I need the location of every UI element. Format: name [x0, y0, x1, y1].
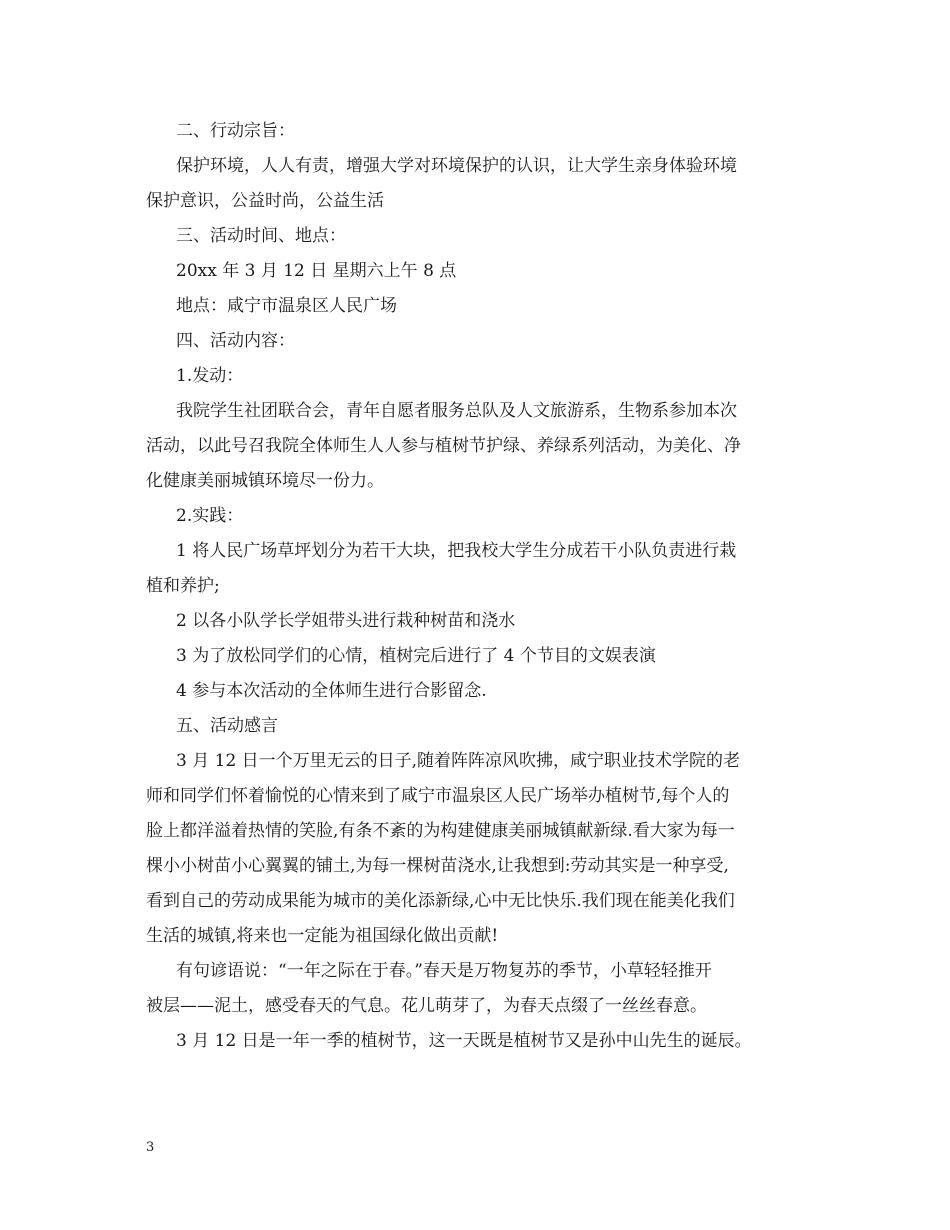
text-line: 2.实践：	[176, 506, 244, 526]
text-line: 4 参与本次活动的全体师生进行合影留念.	[176, 681, 487, 701]
text-line: 二、行动宗旨：	[176, 121, 295, 141]
text-line: 活动，以此号召我院全体师生人人参与植树节护绿、养绿系列活动，为美化、净	[146, 436, 741, 456]
text-line: 看到自己的劳动成果能为城市的美化添新绿,心中无比快乐.我们现在能美化我们	[146, 891, 735, 911]
text-line: 保护意识，公益时尚，公益生活	[146, 191, 384, 211]
page-number: 3	[146, 1140, 155, 1155]
text-line: 生活的城镇,将来也一定能为祖国绿化做出贡献!	[146, 926, 499, 946]
text-line: 3 月 12 日是一年一季的植树节，这一天既是植树节又是孙中山先生的诞辰。	[176, 1031, 752, 1051]
text-line: 三、活动时间、地点：	[176, 226, 346, 246]
text-line: 2 以各小队学长学姐带头进行栽种树苗和浇水	[176, 611, 516, 631]
text-line: 我院学生社团联合会，青年自愿者服务总队及人文旅游系，生物系参加本次	[176, 401, 737, 421]
text-line: 四、活动内容：	[176, 331, 295, 351]
document-body	[146, 114, 806, 1059]
text-line: 被层——泥土，感受春天的气息。花儿萌芽了，为春天点缀了一丝丝春意。	[146, 996, 707, 1016]
text-line: 植和养护;	[146, 576, 220, 596]
text-line: 3 月 12 日一个万里无云的日子,随着阵阵凉风吹拂，咸宁职业技术学院的老	[176, 751, 741, 771]
text-line: 20xx 年 3 月 12 日 星期六上午 8 点	[176, 261, 457, 281]
text-line: 化健康美丽城镇环境尽一份力。	[146, 471, 384, 491]
text-line: 脸上都洋溢着热情的笑脸,有条不紊的为构建健康美丽城镇献新绿.看大家为每一	[146, 821, 735, 841]
text-line: 3 为了放松同学们的心情，植树完后进行了 4 个节目的文娱表演	[176, 646, 656, 666]
text-line: 1.发动：	[176, 366, 244, 386]
text-line: 1 将人民广场草坪划分为若干大块，把我校大学生分成若干小队负责进行栽	[176, 541, 737, 561]
text-line: 师和同学们怀着愉悦的心情来到了咸宁市温泉区人民广场举办植树节,每个人的	[146, 786, 730, 806]
text-line: 棵小小树苗小心翼翼的铺土,为每一棵树苗浇水,让我想到:劳动其实是一种享受,	[146, 856, 729, 876]
text-line: 五、活动感言	[176, 716, 278, 736]
text-line: 保护环境，人人有责，增强大学对环境保护的认识，让大学生亲身体验环境	[176, 156, 737, 176]
text-line: 有句谚语说：“一年之际在于春。”春天是万物复苏的季节，小草轻轻推开	[176, 961, 712, 981]
text-line: 地点：咸宁市温泉区人民广场	[176, 296, 397, 316]
